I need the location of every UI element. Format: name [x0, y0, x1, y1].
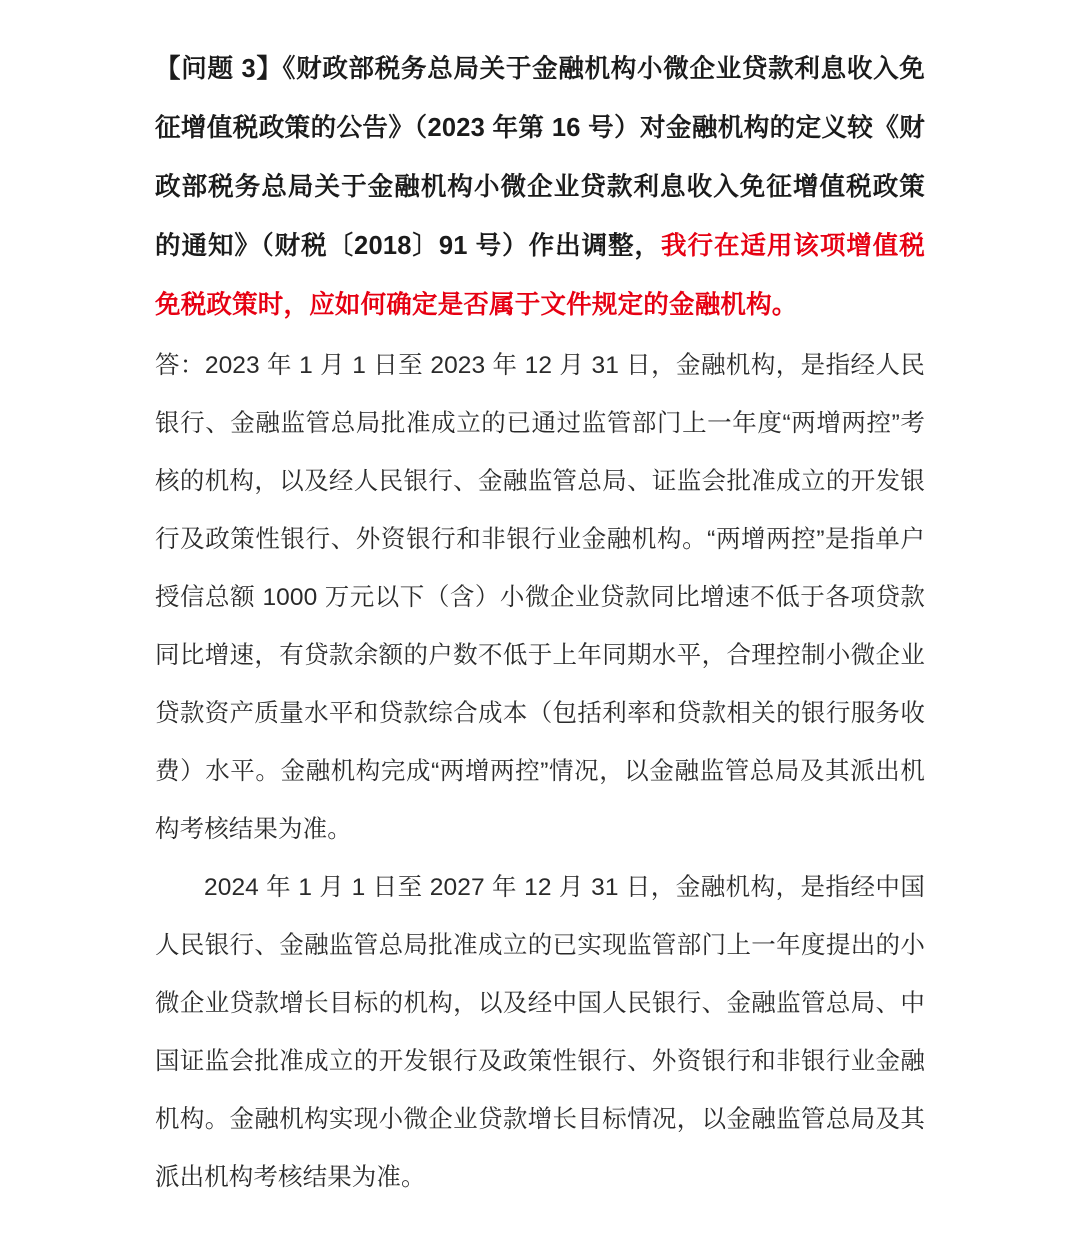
answer-paragraph-2: 2024 年 1 月 1 日至 2027 年 12 月 31 日，金融机构，是指经中国人民银行、金融监管总局批准成立的已实现监管部门上一年度提出的小微企业贷款增长目标的机构，以及经中国人民银行、金融监管总局、中国证监会批准成立的开发银行及政策性银行、外资银行和非银行业金融机构。金融机构实现小微企业贷款增长目标情况，以金融监管总局及其派出机构考核结果为准。: [155, 874, 925, 1191]
document-body: [155, 40, 925, 1207]
question-text: 《财政部税务总局关于金融机构小微企业贷款利息收入免征增值税政策的公告》（2023 年第 16 号）对金融机构的定义较《财政部税务总局关于金融机构小微企业贷款利息收入免征增值税政策的通知》（财税〔2018〕91 号）作出调整，: [155, 55, 925, 260]
question-heading: [155, 40, 925, 335]
question-number-tag: 【问题 3】: [155, 55, 283, 83]
question-highlighted-text: 我行在适用该项增值税免税政策时，应如何确定是否属于文件规定的金融机构。: [155, 232, 925, 319]
answer-paragraph-1: 答：2023 年 1 月 1 日至 2023 年 12 月 31 日，金融机构，是指经人民银行、金融监管总局批准成立的已通过监管部门上一年度“两增两控”考核的机构，以及经人民银行、金融监管总局、证监会批准成立的开发银行及政策性银行、外资银行和非银行业金融机构。“两增两控”是指单户授信总额 1000 万元以下（含）小微企业贷款同比增速不低于各项贷款同比增速，有贷款余额的户数不低于上年同期水平，合理控制小微企业贷款资产质量水平和贷款综合成本（包括利率和贷款相关的银行服务收费）水平。金融机构完成“两增两控”情况，以金融监管总局及其派出机构考核结果为准。: [155, 352, 925, 843]
